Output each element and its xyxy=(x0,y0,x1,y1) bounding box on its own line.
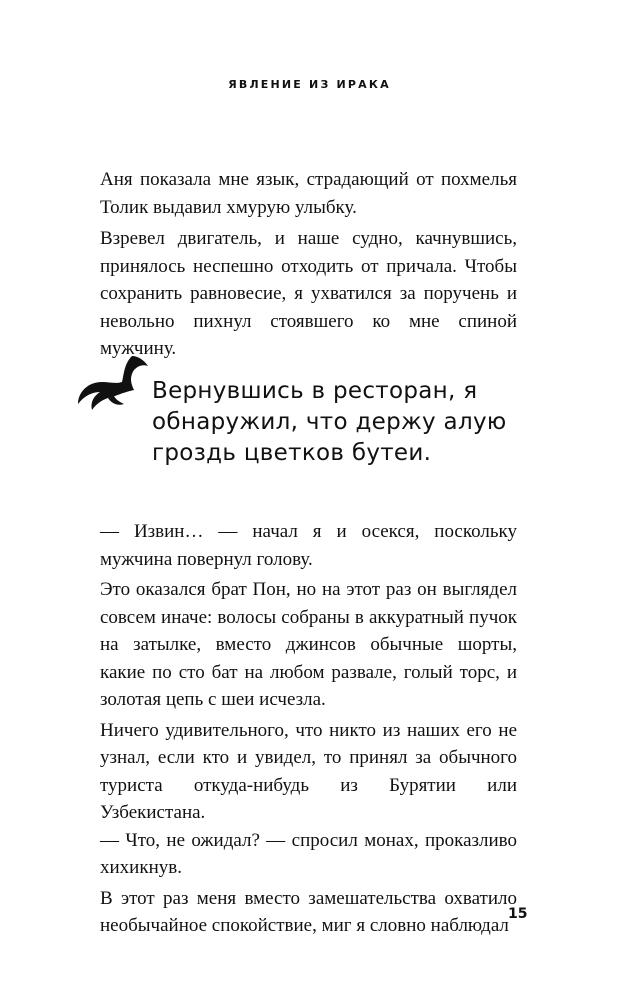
callout-line: обнаружил, что держу алую xyxy=(152,409,507,435)
paragraph: — Что, не ожидал? — спросил монах, проказливо хихикнув. xyxy=(100,829,517,878)
callout-text xyxy=(152,376,532,469)
paragraph: Это оказался брат Пон, но на этот раз он выглядел совсем иначе: волосы собраны в аккуратный пучок на затылке, вместо джинсов обычные шорты, какие по сто бат на любом развале, голый торс, и золотая цепь с шеи исчезла. xyxy=(100,579,517,710)
paragraph: Ничего удивительного, что никто из наших его не узнал, если кто и увидел, то принял за обычного туриста откуда-нибудь из Бурятии или Узбекистана. xyxy=(100,719,517,823)
callout xyxy=(72,352,532,472)
paragraph: Взревел двигатель, и наше судно, качнувшись, принялось неспешно отходить от причала. Чтобы сохранить равновесие, я ухватился за поручень и невольно пихнул стоявшего ко мне спиной мужчину. xyxy=(100,228,517,359)
top-text-block xyxy=(100,166,517,363)
callout-line: гроздь цветков бутеи. xyxy=(152,440,432,466)
page-number: 15 xyxy=(508,906,528,922)
paragraph: — Извин… — начал я и осекся, поскольку мужчина повернул голову. xyxy=(100,521,517,570)
running-head: ЯВЛЕНИЕ ИЗ ИРАКА xyxy=(228,78,391,91)
callout-line: Вернувшись в ресторан, я xyxy=(152,378,478,404)
paragraph: Аня показала мне язык, страдающий от похмелья Толик выдавил хмурую улыбку. xyxy=(100,169,517,218)
bottom-text-block xyxy=(100,518,517,940)
bird-icon xyxy=(72,352,152,422)
paragraph: В этот раз меня вместо замешательства охватило необычайное спокойствие, миг я словно наблюдал xyxy=(100,887,517,936)
